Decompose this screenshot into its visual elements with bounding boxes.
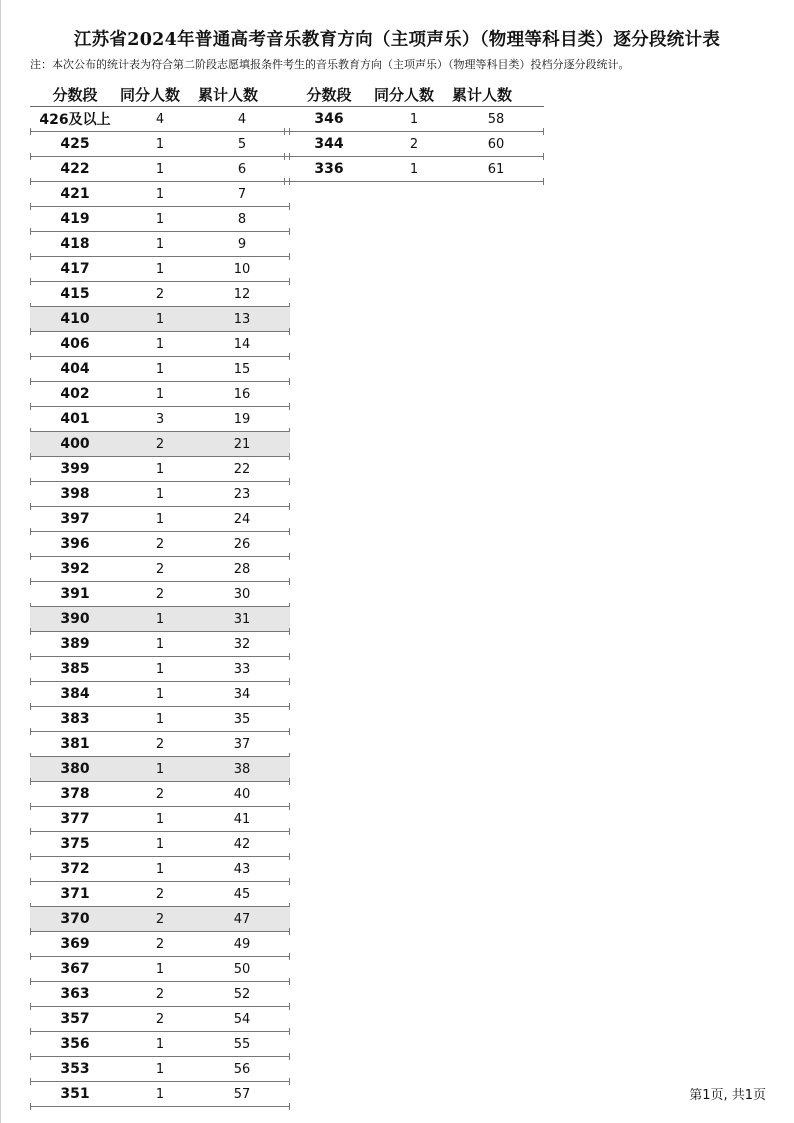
- table-row: [30, 232, 290, 257]
- cumulative-cell: 8: [237, 211, 247, 227]
- score-table-left: [30, 82, 290, 1107]
- table-row: [30, 932, 290, 957]
- score-cell: 385: [60, 661, 90, 677]
- cumulative-cell: 13: [233, 311, 251, 327]
- cumulative-cell: 54: [233, 1011, 251, 1027]
- table-row: [30, 407, 290, 432]
- table-row: [30, 357, 290, 382]
- score-cell: 353: [60, 1061, 90, 1077]
- table-row: [30, 1032, 290, 1057]
- cumulative-cell: 40: [233, 786, 251, 802]
- score-cell: 399: [60, 461, 90, 477]
- score-cell: 406: [60, 336, 90, 352]
- score-table-right: [284, 82, 544, 182]
- table-body: [30, 107, 290, 1107]
- table-row: [284, 107, 544, 132]
- same-count-cell: 1: [155, 386, 165, 402]
- score-cell: 396: [60, 536, 90, 552]
- page-note: 注：本次公布的统计表为符合第二阶段志愿填报条件考生的音乐教育方向（主项声乐）（物理等科目类）投档分逐分段统计。: [30, 58, 630, 71]
- score-cell: 418: [60, 236, 90, 252]
- same-count-cell: 1: [155, 186, 165, 202]
- same-count-cell: 1: [155, 711, 165, 727]
- table-row: [30, 657, 290, 682]
- table-row: [30, 757, 290, 782]
- table-row: [30, 1057, 290, 1082]
- same-count-cell: 1: [409, 111, 419, 127]
- cumulative-cell: 21: [233, 436, 251, 452]
- cumulative-cell: 52: [233, 986, 251, 1002]
- score-cell: 380: [60, 761, 90, 777]
- table-row: [30, 307, 290, 332]
- table-row: [30, 1082, 290, 1107]
- score-cell: 369: [60, 936, 90, 952]
- cumulative-cell: 19: [233, 411, 251, 427]
- table-row: [30, 982, 290, 1007]
- same-count-cell: 1: [155, 861, 165, 877]
- header-score: 分数段: [306, 85, 352, 104]
- same-count-cell: 3: [155, 411, 165, 427]
- table-row: [30, 907, 290, 932]
- page-edge: [0, 0, 1, 1123]
- table-row: [30, 557, 290, 582]
- score-cell: 344: [314, 136, 344, 152]
- score-cell: 425: [60, 136, 90, 152]
- score-cell: 404: [60, 361, 90, 377]
- cumulative-cell: 6: [237, 161, 247, 177]
- table-row: [30, 132, 290, 157]
- cumulative-cell: 4: [237, 111, 247, 127]
- cumulative-cell: 22: [233, 461, 251, 477]
- table-row: [30, 632, 290, 657]
- cumulative-cell: 58: [487, 111, 505, 127]
- cumulative-cell: 37: [233, 736, 251, 752]
- table-row: [30, 507, 290, 532]
- same-count-cell: 4: [155, 111, 165, 127]
- same-count-cell: 2: [155, 286, 165, 302]
- same-count-cell: 1: [155, 961, 165, 977]
- same-count-cell: 1: [155, 1036, 165, 1052]
- score-cell: 377: [60, 811, 90, 827]
- table-row: [30, 832, 290, 857]
- same-count-cell: 1: [409, 161, 419, 177]
- same-count-cell: 2: [155, 936, 165, 952]
- header-same-count: 同分人数: [374, 85, 435, 104]
- page-footer: 第1页, 共1页: [689, 1088, 766, 1103]
- table-row: [30, 807, 290, 832]
- cumulative-cell: 50: [233, 961, 251, 977]
- score-cell: 357: [60, 1011, 90, 1027]
- table-row: [30, 382, 290, 407]
- table-row: [30, 157, 290, 182]
- score-cell: 392: [60, 561, 90, 577]
- score-cell: 398: [60, 486, 90, 502]
- cumulative-cell: 42: [233, 836, 251, 852]
- table-row: [284, 132, 544, 157]
- score-cell: 346: [314, 111, 344, 127]
- same-count-cell: 2: [155, 986, 165, 1002]
- cumulative-cell: 47: [233, 911, 251, 927]
- table-row: [30, 432, 290, 457]
- score-cell: 400: [60, 436, 90, 452]
- table-row: [30, 257, 290, 282]
- table-row: [30, 282, 290, 307]
- same-count-cell: 1: [155, 686, 165, 702]
- cumulative-cell: 49: [233, 936, 251, 952]
- table-row: [30, 707, 290, 732]
- cumulative-cell: 38: [233, 761, 251, 777]
- score-cell: 383: [60, 711, 90, 727]
- table-row: [30, 1007, 290, 1032]
- same-count-cell: 2: [155, 786, 165, 802]
- same-count-cell: 2: [155, 436, 165, 452]
- cumulative-cell: 14: [233, 336, 251, 352]
- same-count-cell: 1: [155, 311, 165, 327]
- cumulative-cell: 55: [233, 1036, 251, 1052]
- cumulative-cell: 61: [487, 161, 505, 177]
- table-body: [284, 107, 544, 182]
- same-count-cell: 1: [155, 486, 165, 502]
- same-count-cell: 1: [155, 661, 165, 677]
- score-cell: 401: [60, 411, 90, 427]
- score-cell: 397: [60, 511, 90, 527]
- same-count-cell: 2: [155, 886, 165, 902]
- table-row: [30, 107, 290, 132]
- score-cell: 336: [314, 161, 344, 177]
- same-count-cell: 1: [155, 161, 165, 177]
- score-cell: 410: [60, 311, 90, 327]
- table-row: [30, 882, 290, 907]
- cumulative-cell: 16: [233, 386, 251, 402]
- same-count-cell: 1: [155, 211, 165, 227]
- same-count-cell: 1: [155, 361, 165, 377]
- same-count-cell: 2: [155, 911, 165, 927]
- score-cell: 351: [60, 1086, 90, 1102]
- same-count-cell: 1: [155, 1086, 165, 1102]
- table-row: [30, 332, 290, 357]
- score-cell: 419: [60, 211, 90, 227]
- same-count-cell: 2: [155, 736, 165, 752]
- score-cell: 367: [60, 961, 90, 977]
- page-title: 江苏省2024年普通高考音乐教育方向（主项声乐）（物理等科目类）逐分段统计表: [73, 30, 721, 50]
- cumulative-cell: 32: [233, 636, 251, 652]
- cumulative-cell: 7: [237, 186, 247, 202]
- table-row: [284, 157, 544, 182]
- same-count-cell: 1: [155, 136, 165, 152]
- cumulative-cell: 60: [487, 136, 505, 152]
- score-cell: 402: [60, 386, 90, 402]
- cumulative-cell: 5: [237, 136, 247, 152]
- same-count-cell: 1: [155, 511, 165, 527]
- score-cell: 389: [60, 636, 90, 652]
- same-count-cell: 1: [155, 1061, 165, 1077]
- cumulative-cell: 56: [233, 1061, 251, 1077]
- cumulative-cell: 12: [233, 286, 251, 302]
- score-cell: 372: [60, 861, 90, 877]
- cumulative-cell: 45: [233, 886, 251, 902]
- cumulative-cell: 26: [233, 536, 251, 552]
- score-cell: 384: [60, 686, 90, 702]
- cumulative-cell: 34: [233, 686, 251, 702]
- header-cumulative: 累计人数: [198, 85, 259, 104]
- score-cell: 375: [60, 836, 90, 852]
- same-count-cell: 1: [155, 336, 165, 352]
- score-cell: 356: [60, 1036, 90, 1052]
- same-count-cell: 1: [155, 461, 165, 477]
- same-count-cell: 2: [155, 561, 165, 577]
- cumulative-cell: 24: [233, 511, 251, 527]
- cumulative-cell: 23: [233, 486, 251, 502]
- table-row: [30, 607, 290, 632]
- same-count-cell: 2: [155, 586, 165, 602]
- table-row: [30, 682, 290, 707]
- score-cell: 363: [60, 986, 90, 1002]
- header-cumulative: 累计人数: [452, 85, 513, 104]
- header-score: 分数段: [52, 85, 98, 104]
- score-cell: 421: [60, 186, 90, 202]
- same-count-cell: 1: [155, 636, 165, 652]
- cumulative-cell: 9: [237, 236, 247, 252]
- table-row: [30, 182, 290, 207]
- score-cell: 426及以上: [39, 112, 111, 128]
- table-row: [30, 782, 290, 807]
- same-count-cell: 1: [155, 836, 165, 852]
- same-count-cell: 1: [155, 761, 165, 777]
- table-row: [30, 732, 290, 757]
- same-count-cell: 1: [155, 611, 165, 627]
- cumulative-cell: 41: [233, 811, 251, 827]
- cumulative-cell: 43: [233, 861, 251, 877]
- score-cell: 370: [60, 911, 90, 927]
- table-header: [30, 82, 290, 106]
- table-row: [30, 457, 290, 482]
- table-row: [30, 957, 290, 982]
- score-cell: 390: [60, 611, 90, 627]
- same-count-cell: 1: [155, 236, 165, 252]
- table-row: [30, 207, 290, 232]
- score-cell: 381: [60, 736, 90, 752]
- same-count-cell: 2: [155, 536, 165, 552]
- same-count-cell: 1: [155, 261, 165, 277]
- table-row: [30, 582, 290, 607]
- cumulative-cell: 10: [233, 261, 251, 277]
- cumulative-cell: 57: [233, 1086, 251, 1102]
- same-count-cell: 2: [409, 136, 419, 152]
- score-cell: 378: [60, 786, 90, 802]
- score-cell: 415: [60, 286, 90, 302]
- cumulative-cell: 31: [233, 611, 251, 627]
- score-cell: 391: [60, 586, 90, 602]
- table-row: [30, 532, 290, 557]
- score-cell: 422: [60, 161, 90, 177]
- score-cell: 417: [60, 261, 90, 277]
- score-cell: 371: [60, 886, 90, 902]
- same-count-cell: 1: [155, 811, 165, 827]
- header-same-count: 同分人数: [120, 85, 181, 104]
- cumulative-cell: 33: [233, 661, 251, 677]
- same-count-cell: 2: [155, 1011, 165, 1027]
- table-row: [30, 482, 290, 507]
- cumulative-cell: 15: [233, 361, 251, 377]
- table-header: [284, 82, 544, 106]
- cumulative-cell: 35: [233, 711, 251, 727]
- cumulative-cell: 28: [233, 561, 251, 577]
- table-row: [30, 857, 290, 882]
- cumulative-cell: 30: [233, 586, 251, 602]
